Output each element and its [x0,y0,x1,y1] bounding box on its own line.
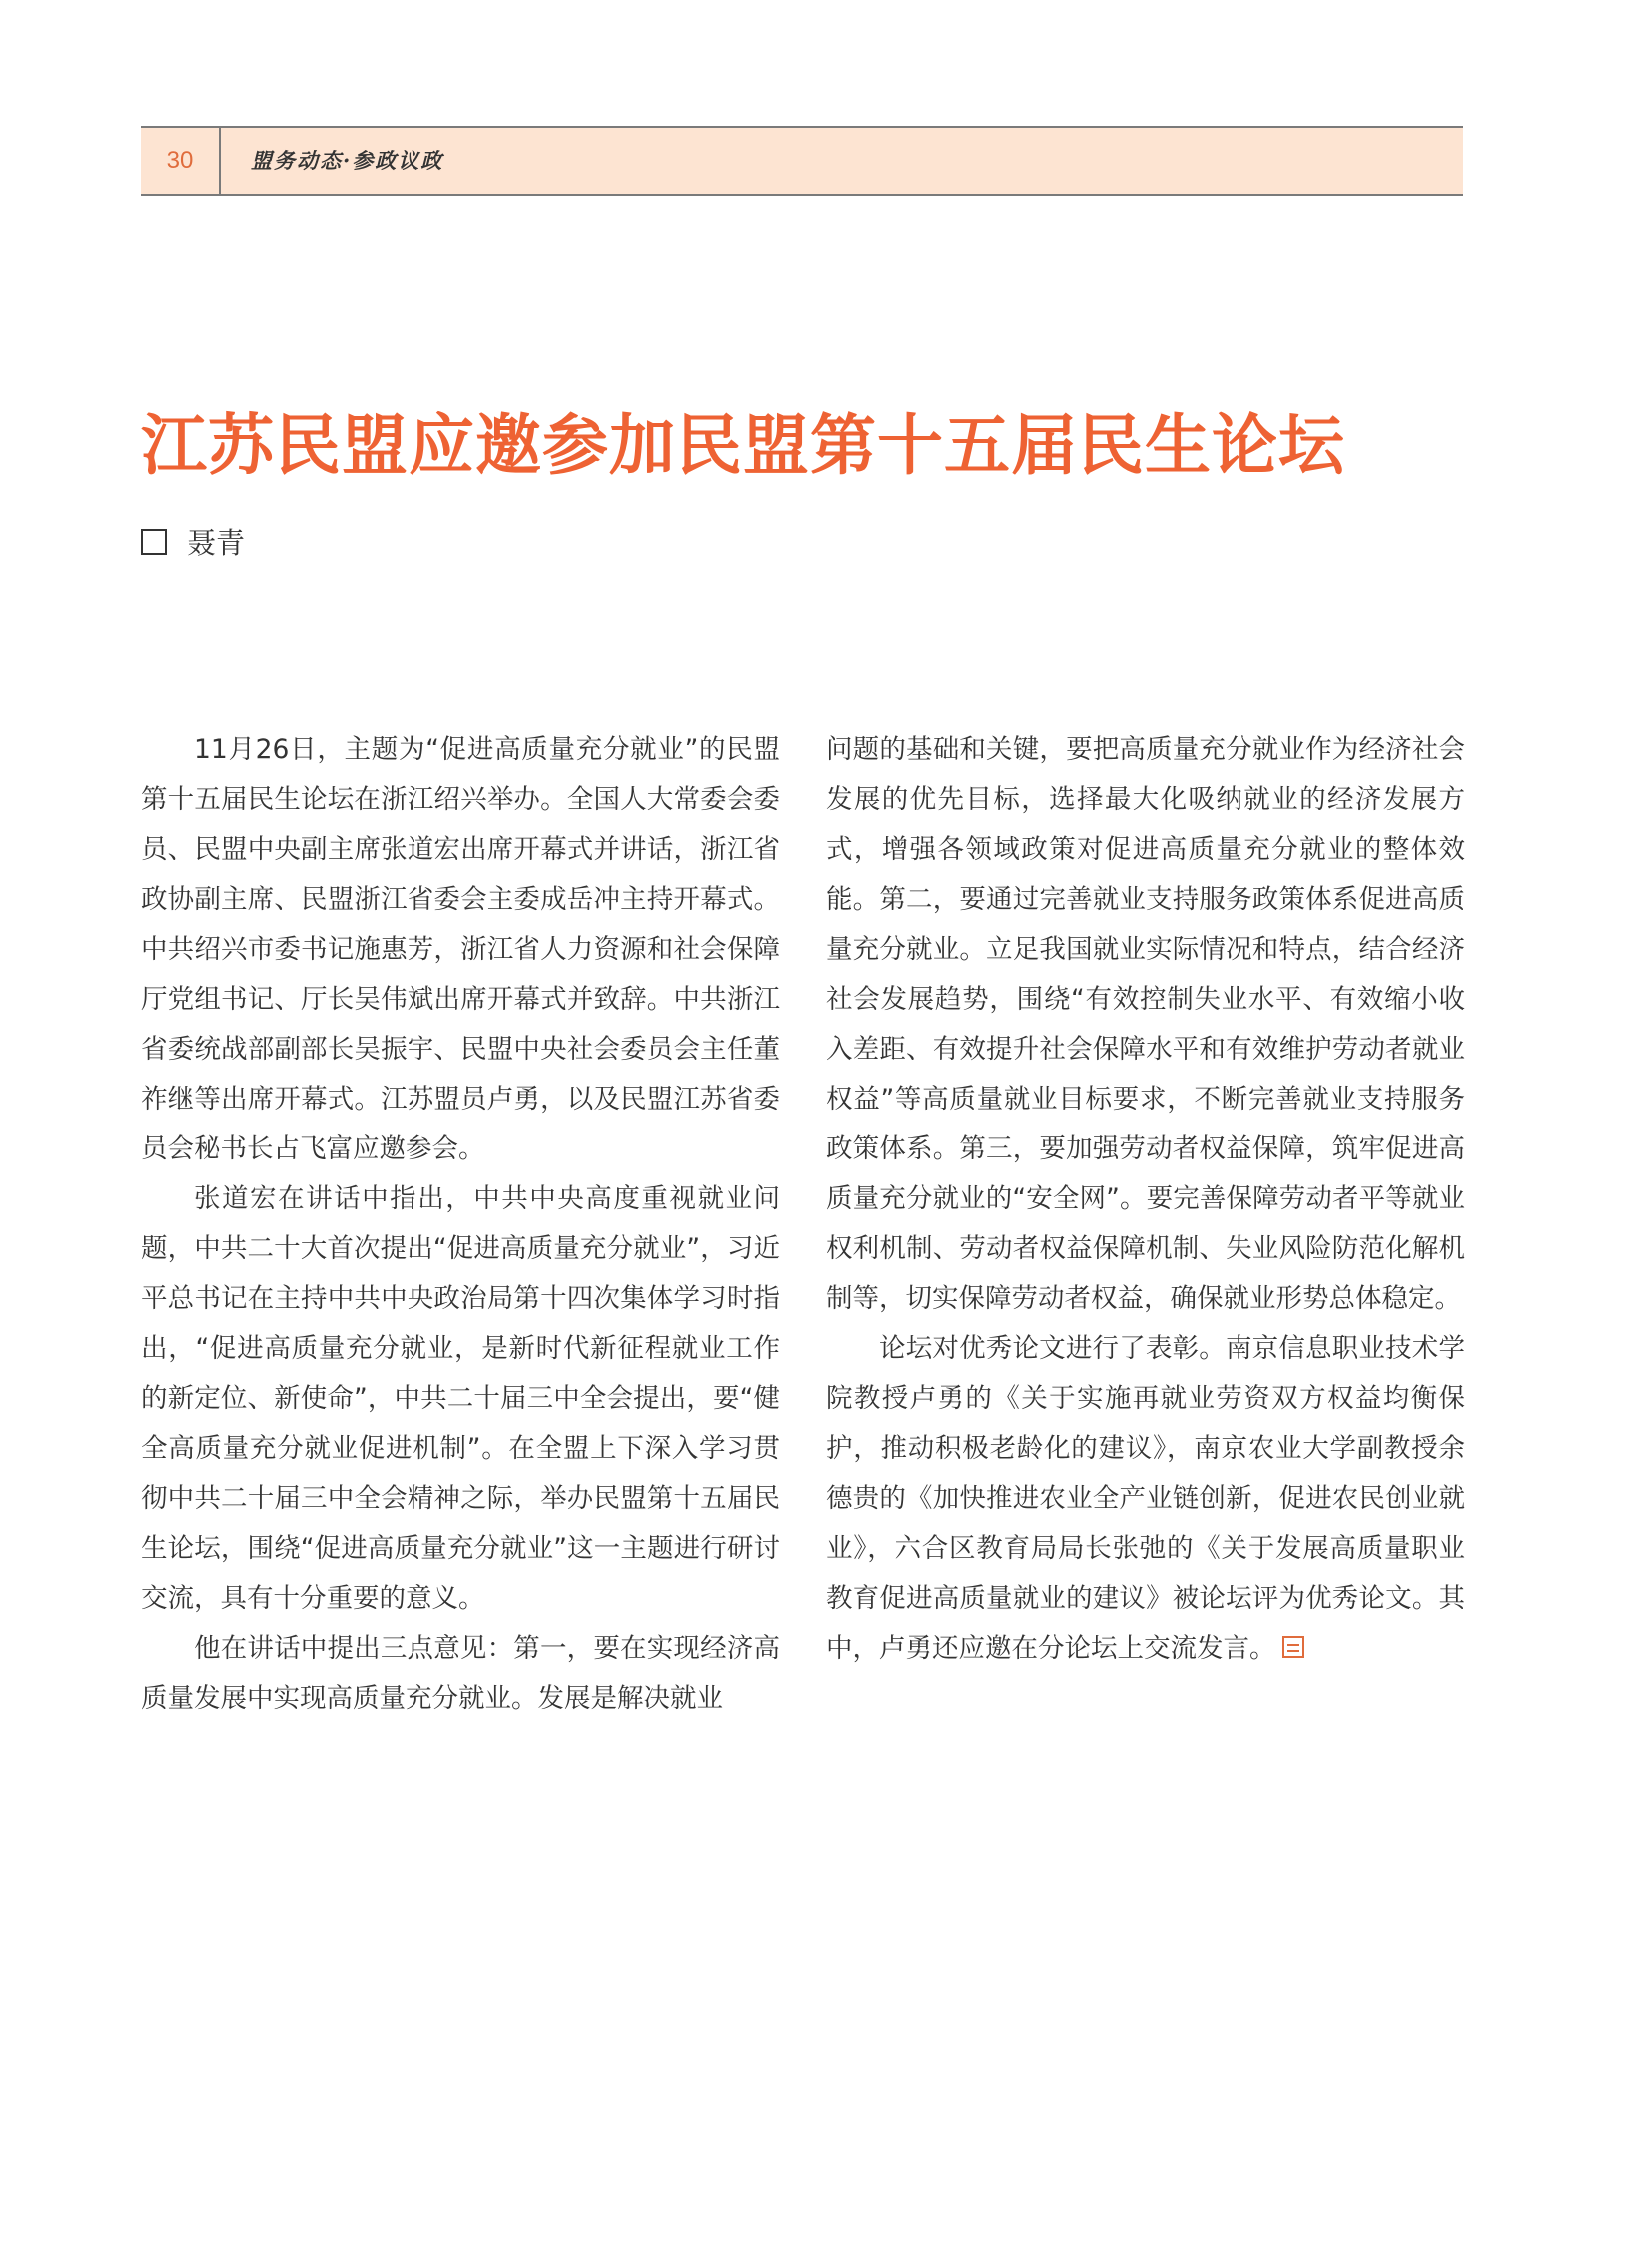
byline [141,523,245,563]
author-box-icon [141,529,167,555]
header-divider [219,128,221,194]
section-label: 盟务动态·参政议政 [251,148,444,173]
paragraph: 11月26日，主题为“促进高质量充分就业”的民盟第十五届民生论坛在浙江绍兴举办。全国人大常委会委员、民盟中央副主席张道宏出席开幕式并讲话，浙江省政协副主席、民盟浙江省委会主委成岳冲主持开幕式。中共绍兴市委书记施惠芳，浙江省人力资源和社会保障厅党组书记、厅长吴伟斌出席开幕式并致辞。中共浙江省委统战部副部长吴振宇、民盟中央社会委员会主任董祚继等出席开幕式。江苏盟员卢勇，以及民盟江苏省委员会秘书长占飞富应邀参会。 [141,734,780,1164]
paragraph-last [826,1324,1465,1674]
left-column [141,725,780,1724]
page-number: 30 [166,147,194,174]
end-mark-icon [1282,1636,1304,1658]
article-title: 江苏民盟应邀参加民盟第十五届民生论坛 [141,407,1345,484]
paragraph: 张道宏在讲话中指出，中共中央高度重视就业问题，中共二十大首次提出“促进高质量充分就业”，习近平总书记在主持中共中央政治局第十四次集体学习时指出，“促进高质量充分就业，是新时代新征程就业工作的新定位、新使命”，中共二十届三中全会提出，要“健全高质量充分就业促进机制”。在全盟上下深入学习贯彻中共二十届三中全会精神之际，举办民盟第十五届民生论坛，围绕“促进高质量充分就业”这一主题进行研讨交流，具有十分重要的意义。 [141,1183,780,1614]
right-column [826,725,1465,1674]
author-name: 聂青 [187,526,246,560]
paragraph: 他在讲话中提出三点意见：第一，要在实现经济高质量发展中实现高质量充分就业。发展是解决就业 [141,1633,780,1714]
paragraph-text: 论坛对优秀论文进行了表彰。南京信息职业技术学院教授卢勇的《关于实施再就业劳资双方权益均衡保护，推动积极老龄化的建议》，南京农业大学副教授余德贵的《加快推进农业全产业链创新，促进农民创业就业》，六合区教育局局长张弛的《关于发展高质量职业教育促进高质量就业的建议》被论坛评为优秀论文。其中，卢勇还应邀在分论坛上交流发言。 [826,1333,1465,1664]
paragraph: 问题的基础和关键，要把高质量充分就业作为经济社会发展的优先目标，选择最大化吸纳就业的经济发展方式，增强各领域政策对促进高质量充分就业的整体效能。第二，要通过完善就业支持服务政策体系促进高质量充分就业。立足我国就业实际情况和特点，结合经济社会发展趋势，围绕“有效控制失业水平、有效缩小收入差距、有效提升社会保障水平和有效维护劳动者就业权益”等高质量就业目标要求，不断完善就业支持服务政策体系。第三，要加强劳动者权益保障，筑牢促进高质量充分就业的“安全网”。要完善保障劳动者平等就业权利机制、劳动者权益保障机制、失业风险防范化解机制等，切实保障劳动者权益，确保就业形势总体稳定。 [826,734,1465,1314]
running-header [141,126,1463,196]
